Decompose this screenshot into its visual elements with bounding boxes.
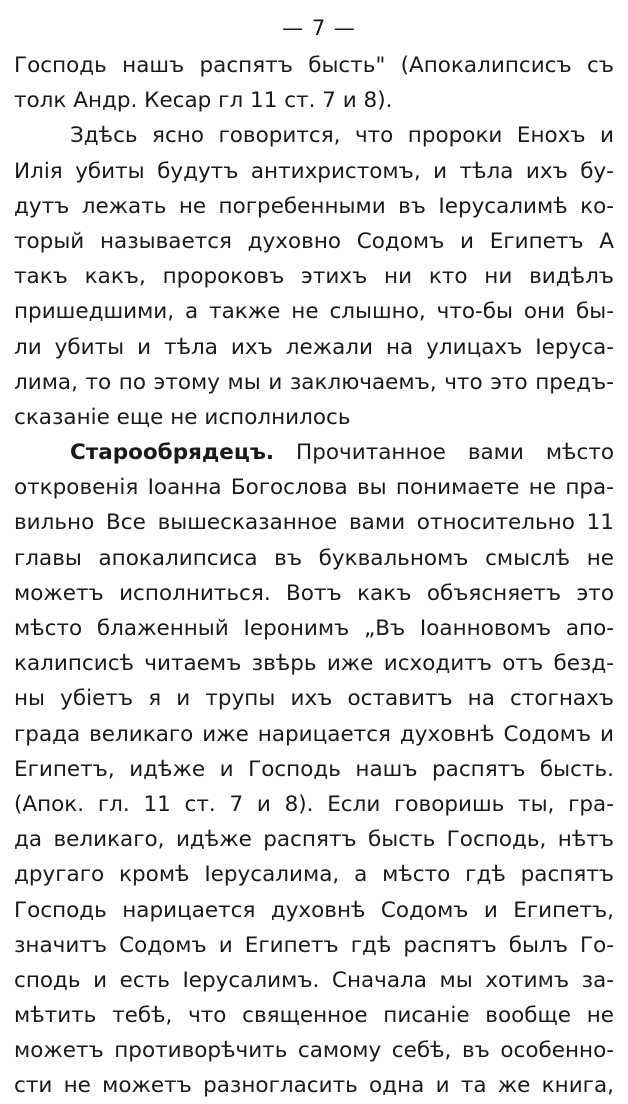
text-line: мѣсто блаженный Іеронимъ „Въ Іоанновомъ апо- xyxy=(14,616,614,641)
text-line: лима, то по этому мы и заключаемъ, что это предъ- xyxy=(14,369,614,395)
text-line: пришедшими, а также не слышно, что-бы они бы- xyxy=(14,299,614,325)
text-line: толк Андр. Кесар гл 11 ст. 7 и 8). xyxy=(14,88,393,114)
text-line: значитъ Содомъ и Египетъ гдѣ распятъ былъ Го- xyxy=(14,932,614,958)
text-line: калипсисѣ читаемъ звѣрь иже исходитъ отъ безд- xyxy=(14,651,614,677)
text-line: ны убіетъ я и трупы ихъ оставитъ на стогнахъ xyxy=(14,686,614,712)
text-line: главы апокалипсиса въ буквальномъ смыслѣ не xyxy=(14,545,614,571)
text-line: торый называется духовно Содомъ и Египетъ А xyxy=(14,228,614,254)
text-line: другаго кромѣ Іерусалима, а мѣсто гдѣ распятъ xyxy=(14,862,614,888)
text-line: мѣтить тебѣ, что священное писаніе вообще не xyxy=(14,1003,614,1029)
text-line: сказаніе еще не исполнилось xyxy=(14,404,351,430)
text-fragment: Прочитанное вами мѣсто xyxy=(274,440,614,466)
text-line: сподь и есть Іерусалимъ. Сначала мы хотимъ за- xyxy=(14,967,614,993)
paragraph-2 xyxy=(14,118,614,435)
text-line: Илія убиты будутъ антихристомъ, и тѣла ихъ бу- xyxy=(14,158,614,184)
text-line: сти не можетъ разногласить одна и та же книга, xyxy=(14,1073,614,1099)
text-line: Господь нарицается духовнѣ Содомъ и Египетъ, xyxy=(14,897,614,923)
text-line: Здѣсь ясно говорится, что пророки Енохъ и xyxy=(70,123,614,149)
speaker-label: Старообрядецъ. xyxy=(70,440,275,466)
text-line: (Апок. гл. 11 ст. 7 и 8). Если говоришь ты, гра- xyxy=(14,791,614,817)
text-line: откровенія Іоанна Богослова вы понимаете не пра- xyxy=(14,475,614,501)
text-line: вильно Все вышесказанное вами относительно 11 xyxy=(14,510,614,536)
text-line: можетъ исполниться. Вотъ какъ объясняетъ это xyxy=(14,580,614,606)
text-line: ли убиты и тѣла ихъ лежали на улицахъ Іеруса- xyxy=(14,334,614,360)
text-line: да великаго, идѣже распятъ бысть Господь, нѣтъ xyxy=(14,827,614,853)
page-number: — 7 — xyxy=(282,16,356,40)
text-line: дутъ лежать не погребенными въ Іерусалимѣ ко- xyxy=(14,193,614,219)
text-line: можетъ противорѣчить самому себѣ, въ особенно- xyxy=(14,1038,614,1064)
text-line: такъ какъ, пророковъ этихъ ни кто ни видѣлъ xyxy=(14,264,614,290)
text-line: Египетъ, идѣже и Господь нашъ распятъ бысть. xyxy=(14,756,614,782)
text-line: града великаго иже нарицается духовнѣ Содомъ и xyxy=(14,721,614,747)
text-line: Господь нашъ распятъ бысть" (Апокалипсисъ съ xyxy=(14,53,614,78)
paragraph-1 xyxy=(14,48,614,118)
text-line xyxy=(14,435,614,470)
paragraph-3 xyxy=(14,435,614,1104)
